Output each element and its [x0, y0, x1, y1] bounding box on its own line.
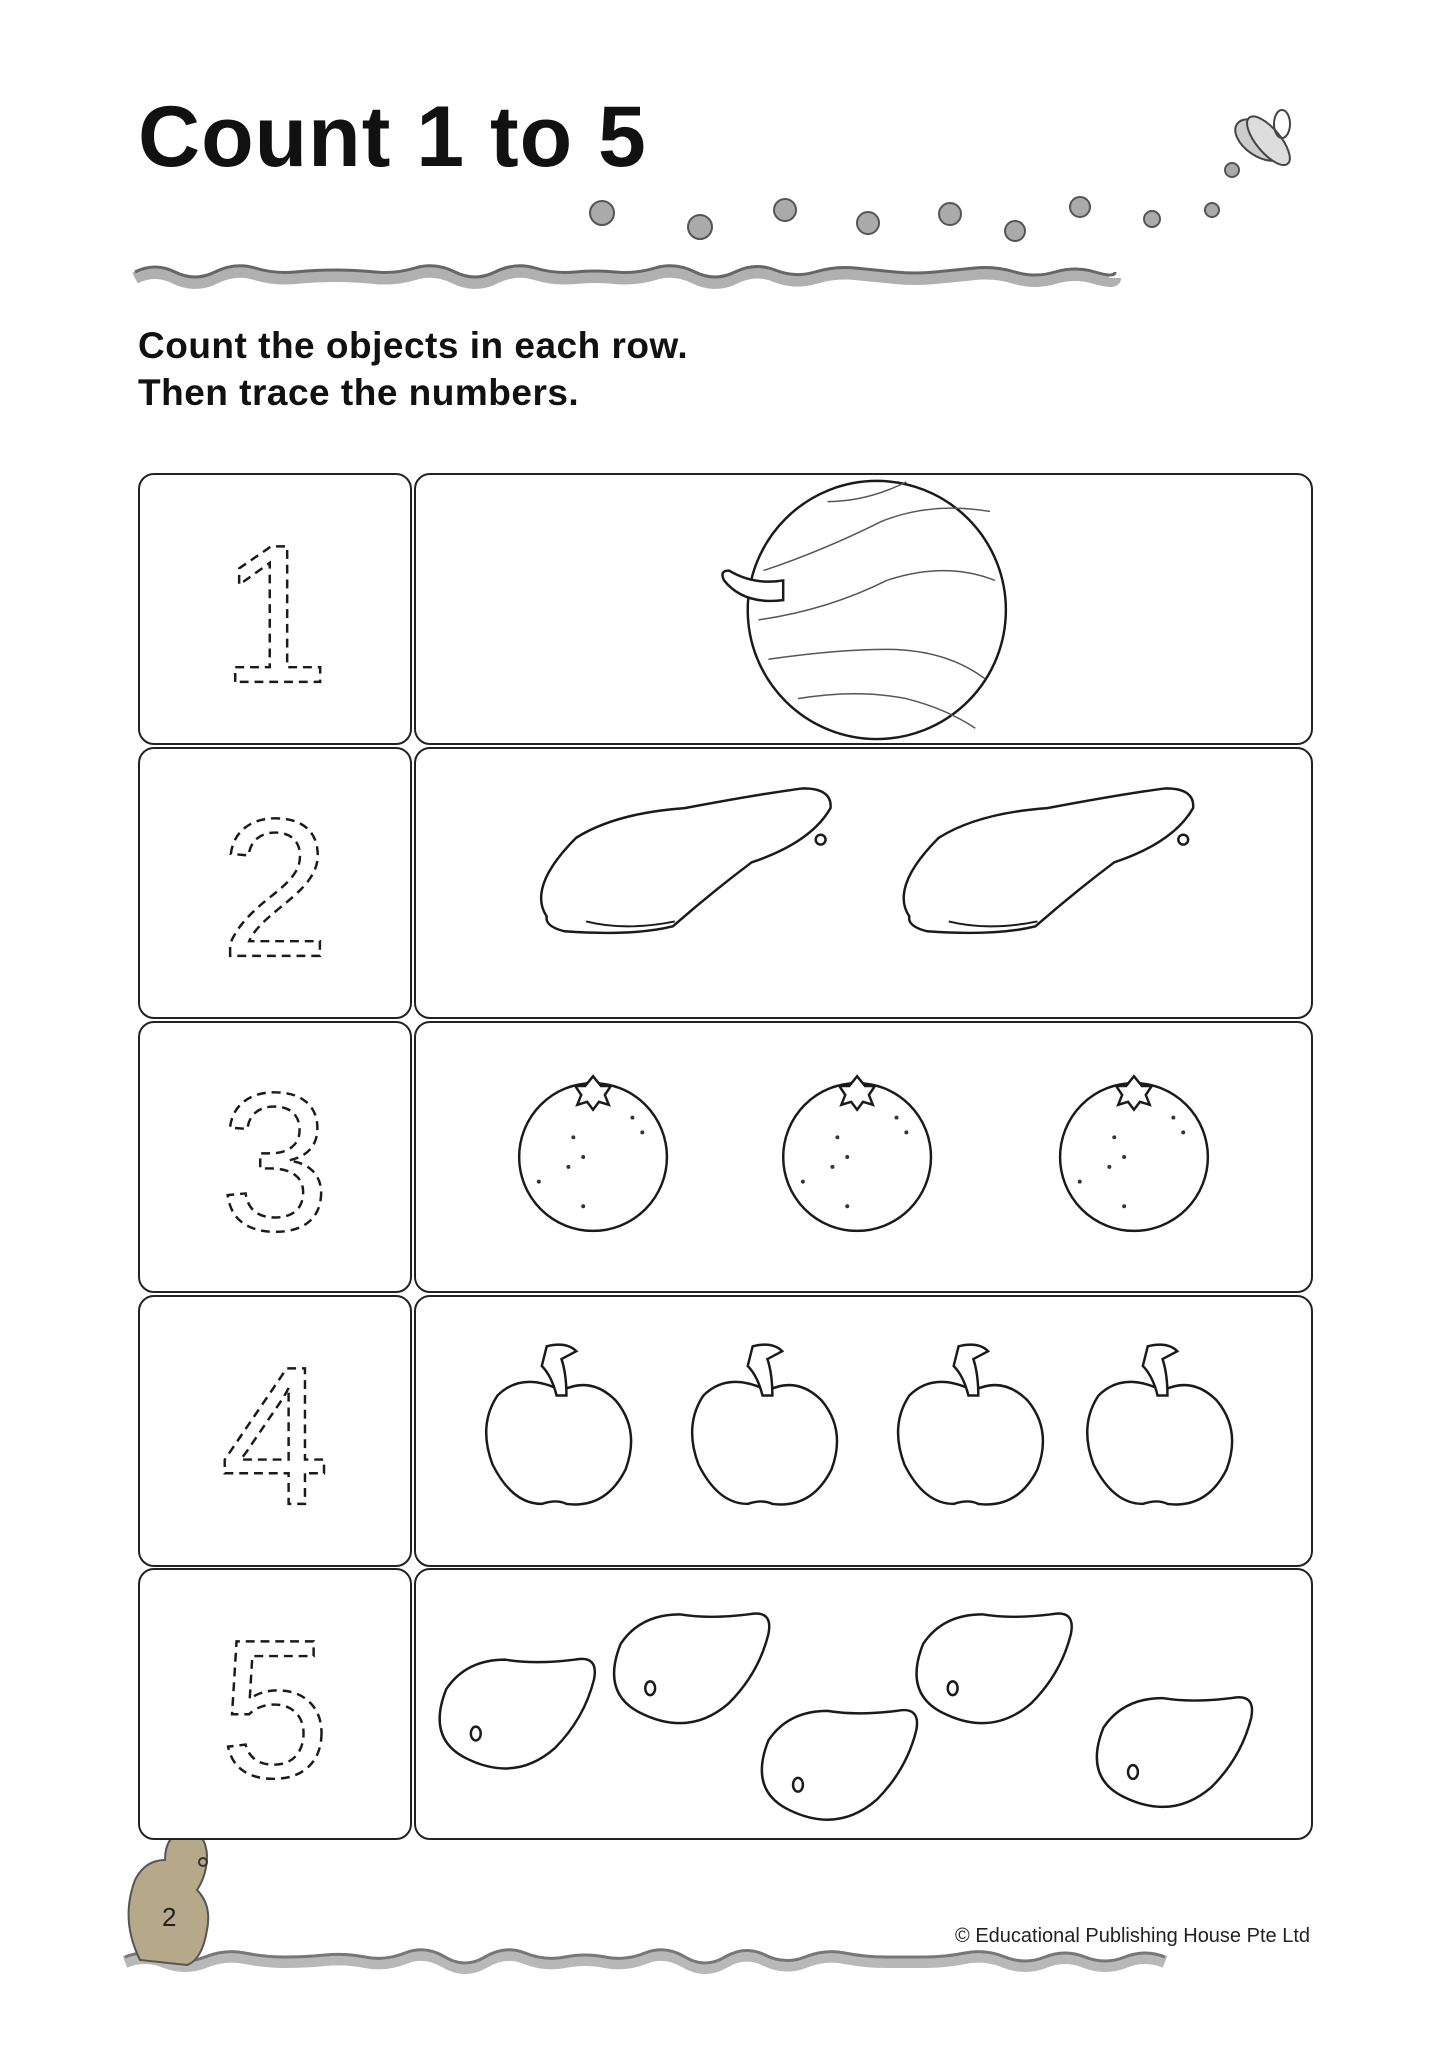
traceable-number[interactable]: 4 [220, 1325, 330, 1546]
trace-number-cell [138, 1295, 412, 1567]
trace-number-cell [138, 473, 412, 745]
orange-icon [519, 1076, 667, 1231]
count-row-5 [138, 1568, 1313, 1840]
instructions [138, 322, 688, 416]
airplane-icon [1228, 110, 1297, 171]
traceable-number[interactable]: 5 [220, 1598, 330, 1819]
objects-cell [414, 1568, 1313, 1840]
traceable-number[interactable]: 3 [220, 1051, 330, 1272]
apple-icon [486, 1345, 631, 1505]
mango-icon [614, 1614, 769, 1724]
objects-cell [414, 473, 1313, 745]
apple-icon [1087, 1345, 1232, 1505]
count-row-3 [138, 1021, 1313, 1293]
page-title: Count 1 to 5 [138, 89, 647, 185]
copyright-footer: © Educational Publishing House Pte Ltd [955, 1925, 1310, 1947]
instruction-line: Count the objects in each row. [138, 325, 689, 366]
page-number: 2 [162, 1902, 177, 1932]
orange-icon [1060, 1076, 1208, 1231]
sweet-potato-icon [541, 788, 831, 933]
count-row-1 [138, 473, 1313, 745]
trace-number-cell [138, 1021, 412, 1293]
sweet-potato-icon [904, 788, 1194, 933]
traceable-number[interactable]: 2 [220, 777, 330, 998]
bear-mascot-icon [129, 1830, 209, 1965]
objects-cell [414, 1021, 1313, 1293]
count-row-2 [138, 747, 1313, 1019]
apple-icon [898, 1345, 1043, 1505]
mango-icon [762, 1710, 917, 1820]
traceable-number[interactable]: 1 [220, 503, 330, 724]
mango-icon [917, 1614, 1072, 1724]
count-row-4 [138, 1295, 1313, 1567]
objects-cell [414, 1295, 1313, 1567]
trace-number-cell [138, 747, 412, 1019]
apple-icon [692, 1345, 837, 1505]
trace-number-cell [138, 1568, 412, 1840]
flower-trail [590, 163, 1239, 241]
watermelon-icon [722, 481, 1005, 739]
instruction-line: Then trace the numbers. [138, 372, 580, 413]
mango-icon [440, 1659, 595, 1769]
objects-cell [414, 747, 1313, 1019]
mango-icon [1097, 1697, 1252, 1807]
orange-icon [783, 1076, 931, 1231]
